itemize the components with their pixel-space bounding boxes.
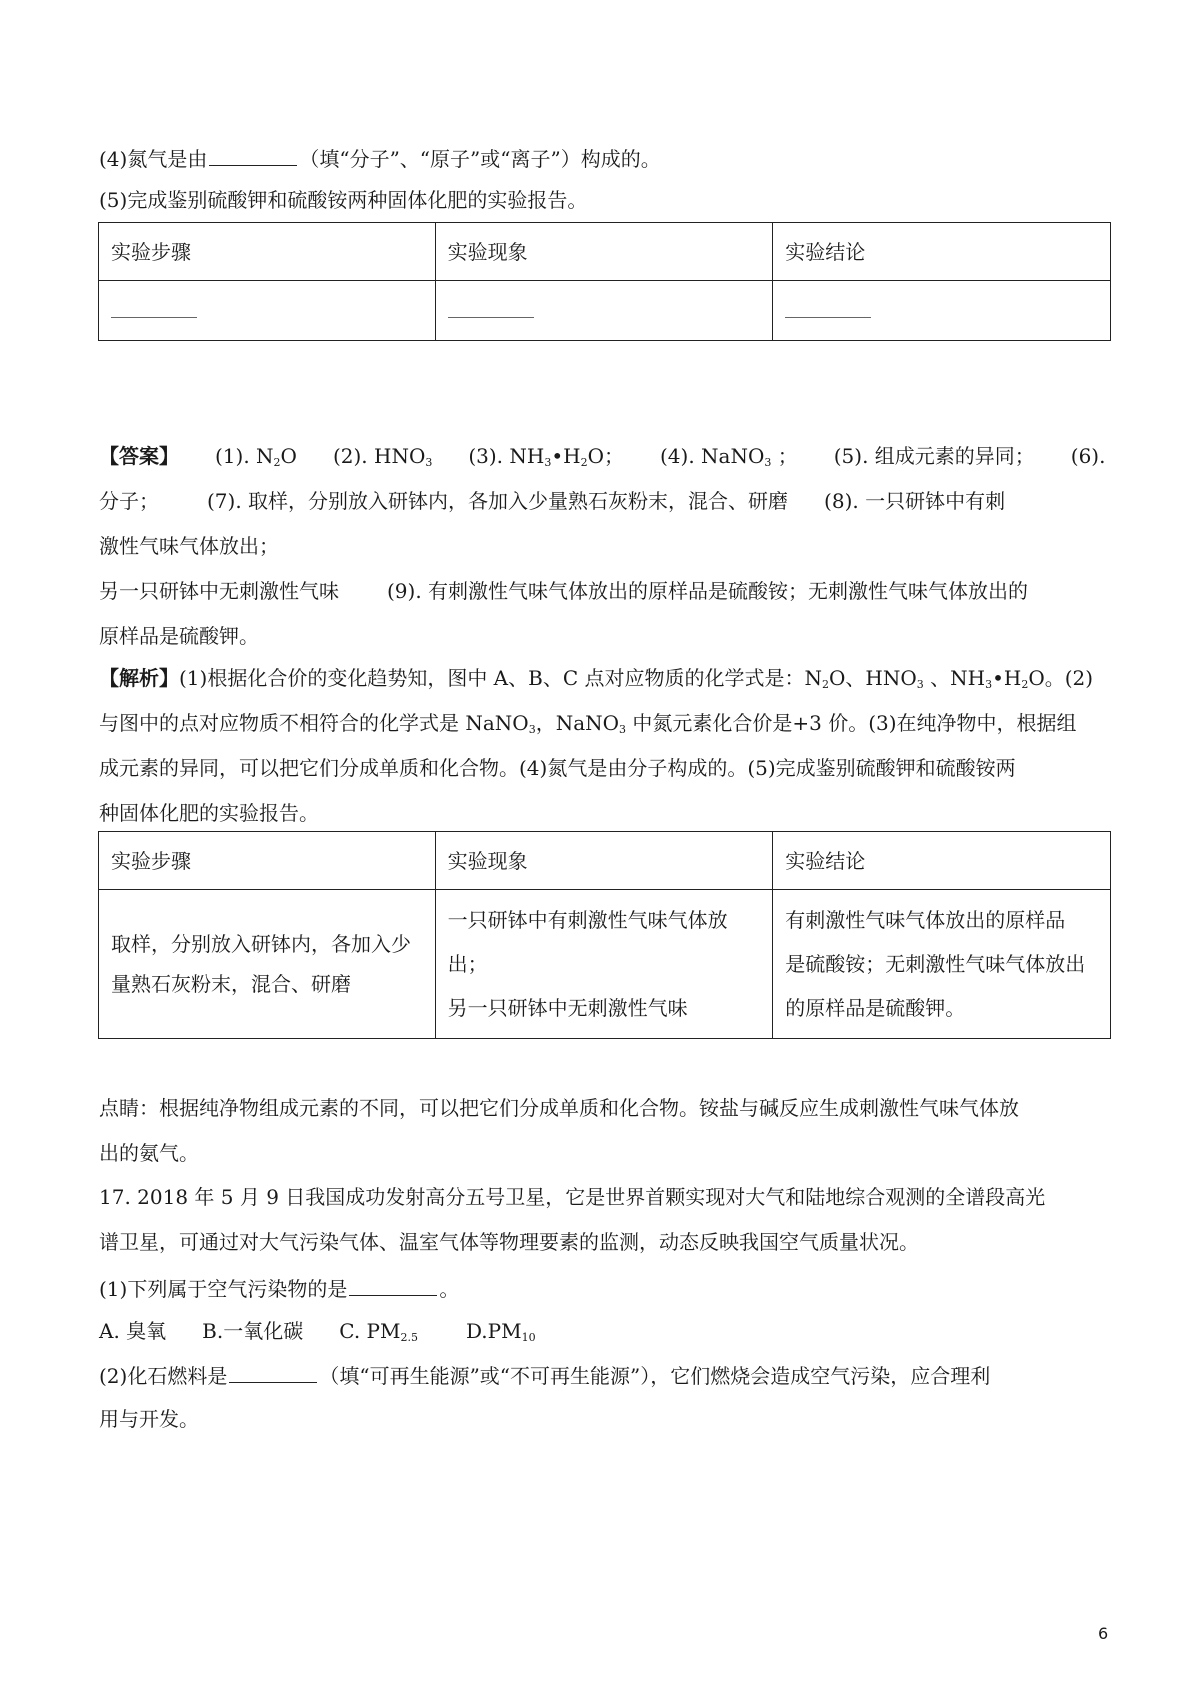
formula-nano3: NaNO$_3$ [465,711,536,736]
formula-nh3h2o: $NH_3•H_2O$； [509,444,624,469]
blank-phenomenon[interactable] [435,281,773,341]
header-conclusion: 实验结论 [773,223,1111,281]
experiment-report-table-filled [98,831,1111,1039]
tip-line-2: 出的氨气。 [99,1141,199,1165]
blank-conclusion[interactable] [773,281,1111,341]
answer-line-5: 原样品是硫酸钾。 [99,624,259,648]
option-d[interactable]: $D.PM_{10}$ [465,1319,536,1344]
answer-blank[interactable] [448,301,534,318]
analysis-line-2: 与图中的点对应物质不相符合的化学式是 NaNO$_3$，NaNO$_3$ 中氮元素化合价是+3 价。(3)在纯净物中，根据组 [99,711,1077,736]
q4-prefix: (4)氮气是由 [99,147,208,171]
cell-line: 是硫酸铵；无刺激性气味气体放出 [785,952,1086,976]
formula-nano3: NaNO$_3$ [555,711,627,736]
answer-blank[interactable] [111,301,197,318]
q17-1-prefix: (1)下列属于空气污染物的是 [99,1277,348,1301]
q4-suffix: （填“分子”、“原子”或“离子”）构成的。 [299,147,661,171]
formula-nh3h2o: $NH_3•H_2O$。(2) [950,666,1094,691]
answer-7: (7). 取样，分别放入研钵内，各加入少量熟石灰粉末，混合、研磨 [207,489,789,513]
cell-line: 取样，分别放入研钵内，各加入少 [111,932,411,956]
analysis-text: 中氮元素化合价是+3 价。(3)在纯净物中，根据组 [626,711,1077,735]
analysis-line-1 [99,666,1109,691]
analysis-text: 与图中的点对应物质不相符合的化学式是 [99,711,466,735]
answer-6-text: 分子； [99,489,159,513]
formula-n2o: $N_2O$、 [804,666,866,691]
cell-line: 一只研钵中有刺激性气味气体放 [447,908,728,932]
header-steps: 实验步骤 [99,223,436,281]
q17-2-prefix: (2)化石燃料是 [99,1364,228,1388]
header-steps: 实验步骤 [99,832,436,890]
tip-line-1: 点睛：根据纯净物组成元素的不同，可以把它们分成单质和化合物。铵盐与碱反应生成刺激性气味气体放 [99,1096,1019,1120]
answer-label: 【答案】 [99,444,179,468]
question-5: (5)完成鉴别硫酸钾和硫酸铵两种固体化肥的实验报告。 [99,188,588,212]
analysis-label: 【解析】 [99,666,179,690]
answer-2-num: (2). [332,444,368,468]
answer-5: (5). 组成元素的异同； [833,444,1035,468]
header-phenomenon: 实验现象 [435,223,773,281]
formula-hno3: $HNO_3$ 、 [865,666,951,691]
page-number: 6 [1098,1624,1109,1643]
cell-phenomenon [435,890,773,1039]
answer-line-3: 激性气味气体放出； [99,534,279,558]
option-a[interactable]: A. 臭氧 [99,1319,167,1343]
answer-blank[interactable] [229,1364,317,1383]
analysis-text: (1)根据化合价的变化趋势知，图中 A、B、C 点对应物质的化学式是： [179,666,805,690]
blank-steps[interactable] [99,281,436,341]
question-17-options [99,1319,1109,1344]
answer-line-4 [99,581,1109,601]
experiment-report-table-blank [98,222,1111,341]
answer-line-1 [99,444,1109,469]
cell-conclusion [773,890,1111,1039]
cell-line: 出； [447,952,488,976]
answer-3-num: (3). [468,444,504,468]
q17-1-suffix: 。 [439,1277,460,1301]
formula-nano3: NaNO$_3$ ； [701,444,798,469]
question-17-line-2: 谱卫星，可通过对大气污染气体、温室气体等物理要素的监测，动态反映我国空气质量状况。 [99,1230,919,1254]
analysis-line-4: 种固体化肥的实验报告。 [99,801,319,825]
answer-9: (9). 有刺激性气味气体放出的原样品是硫酸铵；无刺激性气味气体放出的 [387,579,1029,603]
question-4 [99,147,1109,169]
header-conclusion: 实验结论 [773,832,1111,890]
formula-hno3: $HNO_3$ [374,444,433,469]
question-17-line-1: 17. 2018 年 5 月 9 日我国成功发射高分五号卫星，它是世界首颗实现对大气和陆地综合观测的全谱段高光 [99,1185,1046,1209]
answer-8-cont: 另一只研钵中无刺激性气味 [99,579,339,603]
answer-8: (8). 一只研钵中有刺 [824,489,1006,513]
analysis-line-3: 成元素的异同，可以把它们分成单质和化合物。(4)氮气是由分子构成的。(5)完成鉴别硫酸钾和硫酸铵两 [99,756,1016,780]
answer-4-num: (4). [660,444,695,468]
header-phenomenon: 实验现象 [435,832,773,890]
option-b[interactable]: B.一氧化碳 [202,1319,304,1343]
cell-line: 量熟石灰粉末，混合、研磨 [111,972,351,996]
cell-line: 有刺激性气味气体放出的原样品 [785,908,1066,932]
q17-2-suffix: （填“可再生能源”或“不可再生能源”），它们燃烧会造成空气污染，应合理利 [319,1364,991,1388]
answer-line-2 [99,491,1109,511]
cell-steps [99,890,436,1039]
cell-line: 的原样品是硫酸钾。 [785,996,966,1020]
answer-1-num: (1). [215,444,250,468]
answer-blank[interactable] [349,1277,437,1296]
formula-n2o: $N_2O$ [256,444,297,469]
question-17-2-line-2: 用与开发。 [99,1407,199,1431]
question-17-1 [99,1277,1109,1299]
answer-blank[interactable] [209,147,297,166]
question-17-2 [99,1364,1109,1386]
answer-blank[interactable] [785,301,871,318]
cell-line: 另一只研钵中无刺激性气味 [447,996,688,1020]
option-c[interactable]: C. $PM_{2.5}$ [339,1319,418,1344]
answer-6-num: (6). [1070,444,1106,468]
